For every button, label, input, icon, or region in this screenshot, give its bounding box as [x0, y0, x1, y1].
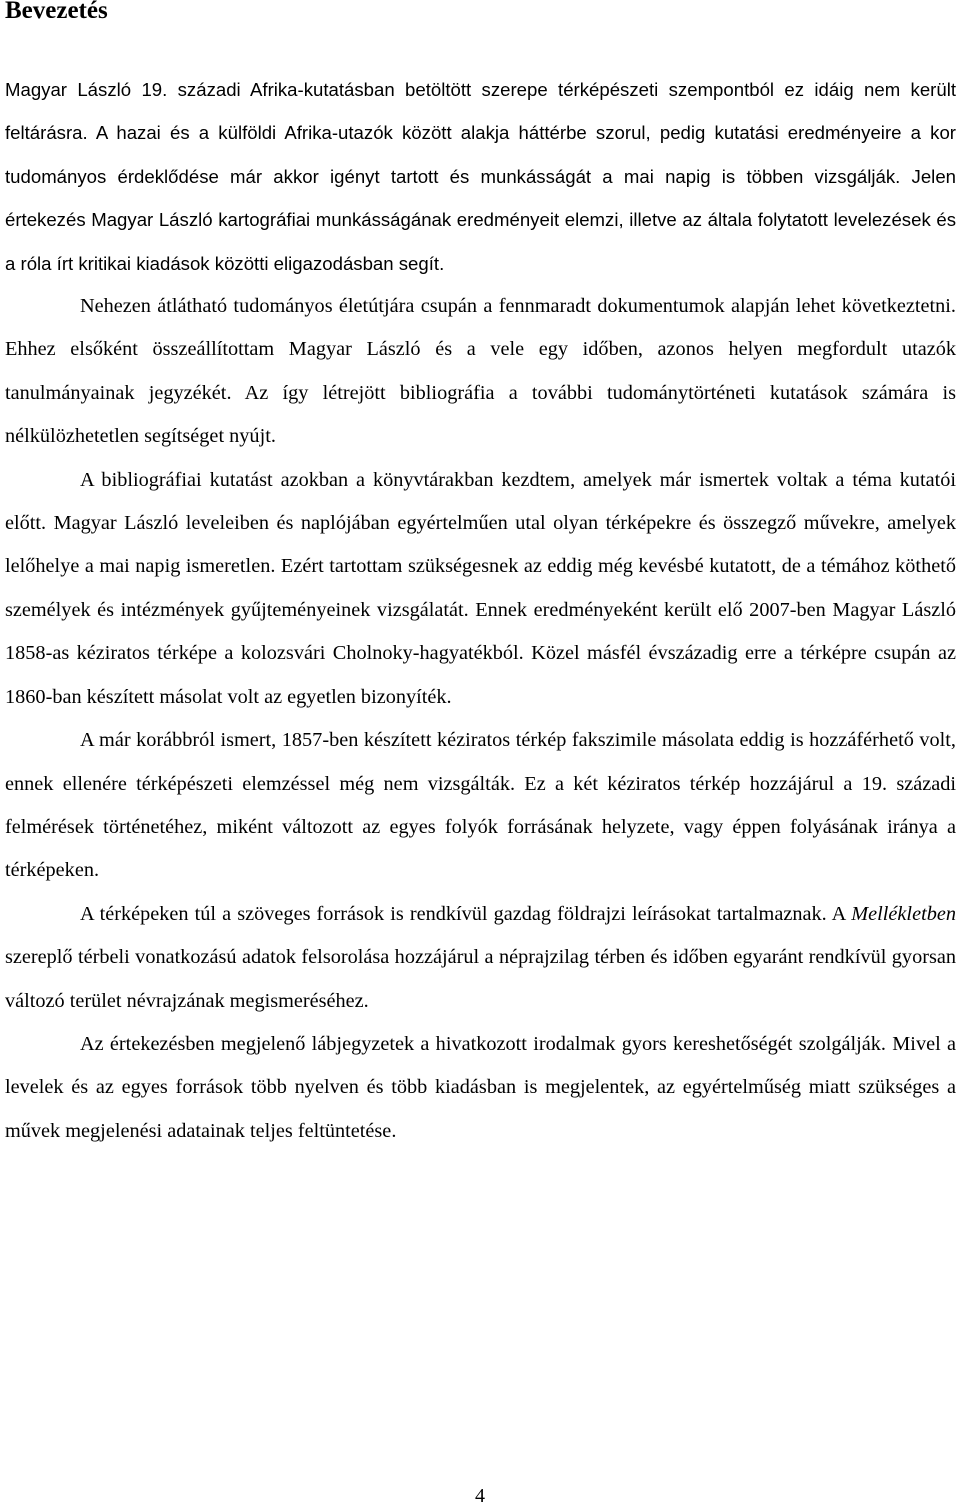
paragraph-1 — [5, 68, 956, 285]
paragraph-text: A bibliográfiai kutatást azokban a könyvtárakban kezdtem, amelyek már ismertek voltak a téma kutatói előtt. Magyar László leveleiben és naplójában egyértelműen utal olyan térképekre és összegző művekre, amelyek lelőhelye a mai napig ismeretlen. Ezért tartottam szükségesnek az eddig még kevésbé kutatott, de a témához köthető személyek és intézmények gyűjteményeinek vizsgálatát. Ennek eredményeként került elő 2007-ben Magyar László 1858-as kéziratos térképe a kolozsvári Cholnoky-hagyatékból. Közel másfél évszázadig erre a térképre csupán az 1860-ban készített másolat volt az egyetlen bizonyíték. — [5, 468, 956, 708]
paragraph-4 — [5, 719, 956, 893]
paragraph-text: Magyar László 19. századi Afrika-kutatásban betöltött szerepe térképészeti szempontból ez idáig nem került feltárásra. A hazai és a külföldi Afrika-utazók között alakja háttérbe szorul, pedig kutatási eredményeire a kor tudományos érdeklődése már akkor igényt tartott és munkásságát a mai napig is többen vizsgálják. Jelen értekezés Magyar László kartográfiai munkásságának eredményeit elemzi, illetve az általa folytatott levelezések és a róla írt kritikai kiadások közötti eligazodásban segít. — [5, 79, 956, 274]
emphasized-term: Mellékletben — [851, 902, 956, 925]
paragraph-5 — [5, 893, 956, 1023]
paragraph-text: Az értekezésben megjelenő lábjegyzetek a hivatkozott irodalmak gyors kereshetőségét szolgálják. Mivel a levelek és az egyes források több nyelven és több kiadásban is megjelentek, az egyértelműség miatt szükséges a művek megjelenési adatainak teljes feltüntetése. — [5, 1032, 956, 1142]
body-text — [5, 68, 956, 1153]
section-heading: Bevezetés — [5, 0, 108, 24]
paragraph-text: A már korábbról ismert, 1857-ben készített kéziratos térkép fakszimile másolata eddig is hozzáférhető volt, ennek ellenére térképészeti elemzéssel még nem vizsgálták. Ez a két kéziratos térkép hozzájárul a 19. századi felmérések történetéhez, miként változott az egyes folyók forrásának helyzete, vagy éppen folyásának iránya a térképeken. — [5, 729, 956, 882]
paragraph-2 — [5, 285, 956, 459]
paragraph-text-continued: szereplő térbeli vonatkozású adatok felsorolása hozzájárul a néprajzilag térben és időben egyaránt rendkívül gyorsan változó terület névrajzának megismeréséhez. — [5, 946, 956, 1012]
paragraph-text: A térképeken túl a szöveges források is rendkívül gazdag földrajzi leírásokat tartalmaznak. A — [80, 902, 852, 925]
paragraph-3 — [5, 459, 956, 719]
page-number: 4 — [475, 1485, 485, 1507]
paragraph-text: Nehezen átlátható tudományos életútjára csupán a fennmaradt dokumentumok alapján lehet következtetni. Ehhez elsőként összeállítottam Magyar László és a vele egy időben, azonos helyen megfordult utazók tanulmányainak jegyzékét. Az így létrejött bibliográfia a további tudománytörténeti kutatások számára is nélkülözhetetlen segítséget nyújt. — [5, 295, 956, 448]
paragraph-6 — [5, 1023, 956, 1153]
